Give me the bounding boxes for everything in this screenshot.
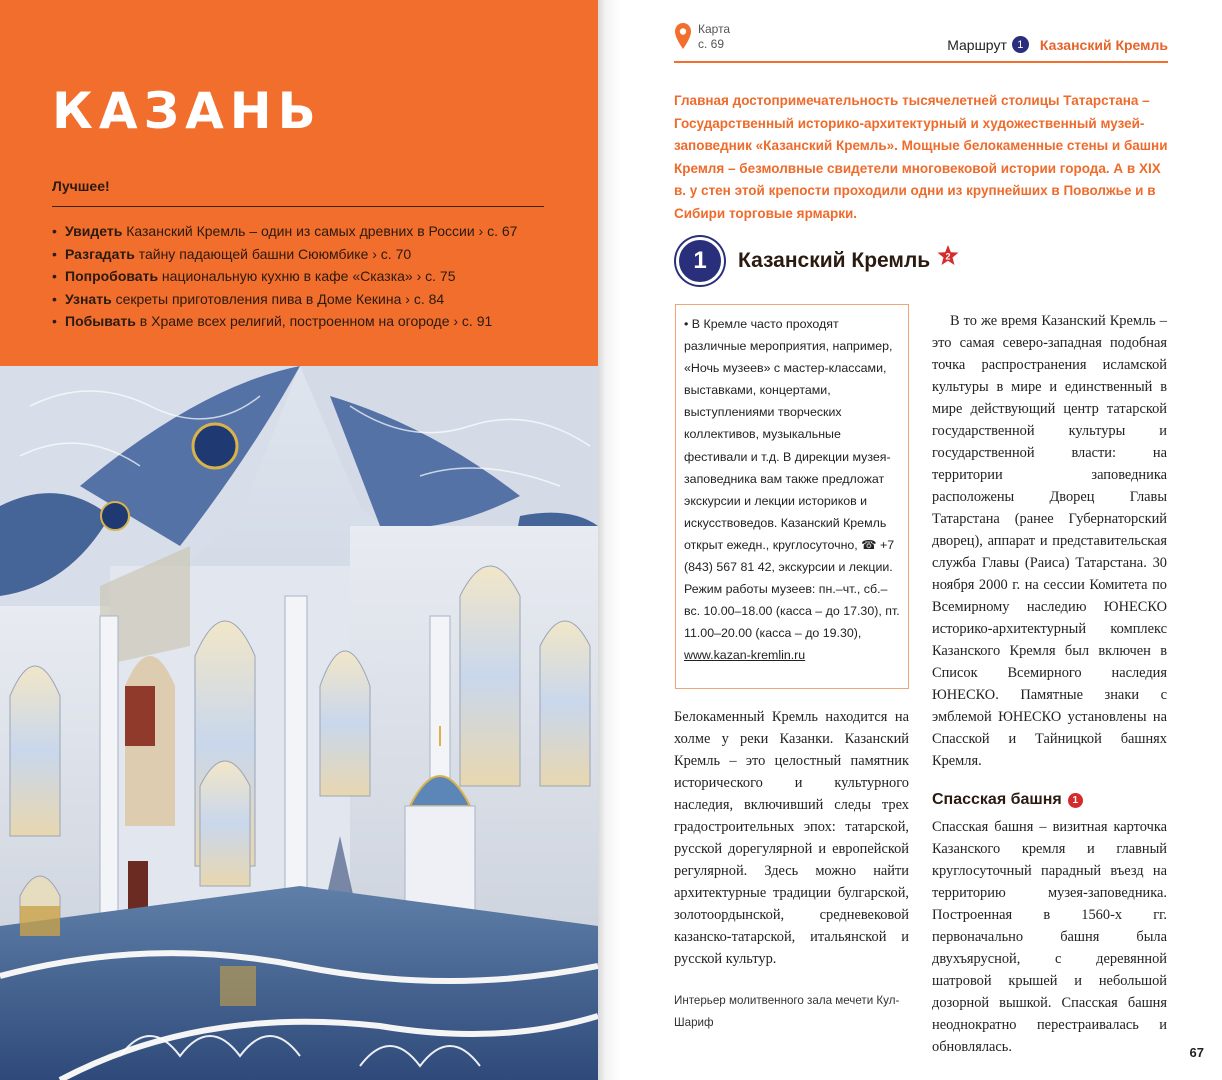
info-box xyxy=(675,304,909,689)
best-panel xyxy=(0,0,598,366)
section-number-badge: 1 xyxy=(676,237,724,285)
subsection-number-badge: 1 xyxy=(1068,793,1083,808)
section-title: Казанский Кремль xyxy=(738,249,931,272)
body-text-right: В то же время Казанский Кремль – это самая северо-западная подобная точка распространения исламской культуры в мире и единственный в мире действующий центр татарской государственной культуры и государственной власти: на территории заповедника расположены Дворец Главы Татарстана (ранее Губернаторский дворец), аппарат и представительская служба Главы (Раиса) Татарстана. 30 ноября 2000 г. на сессии Комитета по Всемирному наследию ЮНЕСКО историко-архитектурный комплекс Казанского Кремля был включен в Список Всемирного наследия ЮНЕСКО. Памятные знаки с эмблемой ЮНЕСКО установлены на Спасской и Тайницкой башнях Кремля. xyxy=(932,313,1167,769)
list-item: • Увидеть Казанский Кремль – один из самых древних в России › с. 67 xyxy=(52,223,518,239)
route-title: Казанский Кремль xyxy=(1039,36,1168,53)
route-header xyxy=(947,36,1168,53)
subsection-heading xyxy=(932,791,1083,809)
info-box-text: • В Кремле часто проходят различные мероприятия, например, «Ночь музеев» с мастер-классами, выставками, концертами, выступлениями творческих коллективов, музыкальные фестивали и т.д. В дирекции музея-заповедника вам также предложат экскурсии и лекции историков и искусствоведов. Казанский Кремль открыт ежедн., круглосуточно, ☎ +7 (843) 567 81 42, экскурсии и лекции. Режим работы музеев: пн.–чт., сб.–вс. 10.00–18.00 (касса – до 17.30), пт. 11.00–20.00 (касса – до 19.30), www.kazan-kremlin.ru xyxy=(684,317,900,663)
list-item: • Побывать в Храме всех религий, построенном на огороде › с. 91 xyxy=(52,313,493,329)
svg-text:2: 2 xyxy=(945,251,951,262)
star-icon xyxy=(936,244,960,268)
right-page xyxy=(620,0,1222,1080)
best-label: Лучшее! xyxy=(52,178,110,194)
left-page xyxy=(0,0,598,1080)
website-link[interactable]: www.kazan-kremlin.ru xyxy=(684,648,806,663)
map-pin-icon xyxy=(674,22,692,50)
best-list xyxy=(52,220,517,333)
route-number-badge: 1 xyxy=(1012,36,1029,53)
mosque-interior-photo xyxy=(0,366,598,1080)
list-item: • Узнать секреты приготовления пива в Доме Кекина › с. 84 xyxy=(52,290,445,307)
divider xyxy=(674,61,1168,63)
page-gutter xyxy=(598,0,620,1080)
body-text-right-2: Спасская башня – визитная карточка Казанского кремля и главный круглосуточный парадный въезд на территорию музея-заповедника. Построенная в 1560-х гг. первоначально башня была двухъярусной, с деревянной шатровой крышей и небольшой дозорной вышкой. Спасская башня неоднократно перестраивалась и обновлялась. xyxy=(932,819,1167,1055)
map-page: с. 69 xyxy=(698,37,725,51)
page-number: 67 xyxy=(1189,1045,1204,1060)
list-item: • Разгадать тайну падающей башни Сююмбике › с. 70 xyxy=(52,245,412,262)
subsection-title: Спасская башня xyxy=(932,791,1062,808)
map-reference[interactable] xyxy=(674,22,730,52)
city-title: КАЗАНЬ xyxy=(52,82,322,140)
intro-paragraph: Главная достопримечательность тысячелетней столицы Татарстана – Государственный историко-архитектурный и художественный музей-заповедник «Казанский Кремль». Мощные белокаменные стены и башни Кремля – безмолвные свидетели многовековой истории города. А в XIX в. у стен этой крепости проходили одни из крупнейших в Поволжье и в Сибири торговые ярмарки. xyxy=(674,93,1168,221)
photo-caption: Интерьер молитвенного зала мечети Кул-Шариф xyxy=(674,994,900,1029)
route-label: Маршрут xyxy=(947,36,1007,53)
list-item: • Попробовать национальную кухню в кафе «Сказка» › с. 75 xyxy=(52,268,456,284)
map-label: Карта xyxy=(698,22,731,36)
divider xyxy=(52,206,544,207)
section-heading xyxy=(676,237,960,285)
body-text-left: Белокаменный Кремль находится на холме у реки Казанки. Казанский Кремль – это целостный памятник исторического и культурного наследия, включивший следы трех градостроительных эпох: татарской, русской дорегулярной и европейской регулярной. Здесь можно найти архитектурные традиции булгарской, золотоордынской, средневековой казанско-татарской, итальянской и русской культур. xyxy=(674,709,909,967)
